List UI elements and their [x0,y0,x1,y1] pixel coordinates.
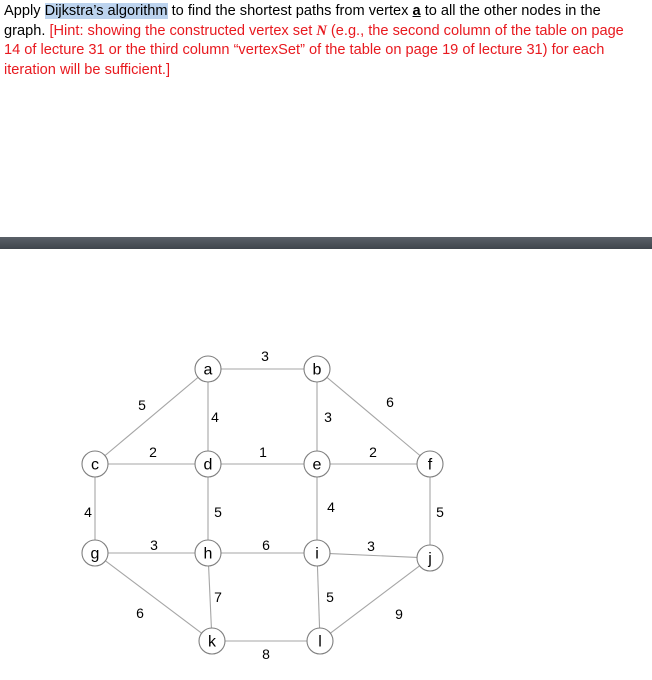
node-label-d: d [203,456,213,474]
edge-weight-g-h: 3 [150,537,158,553]
node-label-g: g [90,545,100,563]
vertex-set-symbol: N [316,22,327,39]
edge-weight-c-d: 2 [149,444,157,460]
edge-weight-f-j: 5 [436,504,444,520]
hint-part-1: [Hint: showing the constructed vertex set [49,22,317,39]
edge-weight-k-l: 8 [262,646,270,662]
edge-g-k [105,561,201,633]
node-c [82,451,108,477]
edge-weight-c-g: 4 [84,504,92,520]
edge-weight-g-k: 6 [136,605,144,621]
edge-h-k [209,566,212,628]
node-label-c: c [91,456,99,474]
edge-weight-d-e: 1 [259,444,267,460]
edge-weight-l-j: 9 [395,606,403,622]
node-j [417,545,443,571]
node-d [195,451,221,477]
source-vertex: a [412,3,421,19]
node-label-f: f [427,456,433,474]
node-label-a: a [203,361,213,379]
edge-weight-b-e: 3 [324,409,332,425]
node-label-e: e [312,456,322,474]
question-intro: Apply [4,3,45,19]
node-h [195,540,221,566]
node-g [82,540,108,566]
node-b [304,356,330,382]
edge-weight-e-i: 4 [327,499,335,515]
edge-weight-i-l: 5 [326,589,334,605]
edge-i-j [330,554,417,558]
question-body-2: to all the other nodes in the graph. [4,3,601,39]
node-label-j: j [428,550,432,568]
node-k [199,628,225,654]
node-a [195,356,221,382]
node-label-k: k [208,633,216,651]
node-l [307,628,333,654]
question-body-1: to find the shortest paths from vertex [167,3,413,19]
node-label-l: l [318,633,322,651]
edge-weight-a-b: 3 [261,348,269,364]
edge-weight-a-c: 5 [138,397,146,413]
edge-weight-a-d: 4 [211,409,219,425]
highlighted-term: Dijkstra’s algorithm [44,3,168,19]
edge-l-j [330,566,419,633]
node-label-b: b [312,361,322,379]
edge-weight-h-i: 6 [262,537,270,553]
node-e [304,451,330,477]
edge-weight-d-h: 5 [214,504,222,520]
node-label-h: h [203,545,213,563]
edge-weight-h-k: 7 [214,589,222,605]
hint-part-2: (e.g., the second column of the table on page 14 of lecture 31 or the third column “vertexSet” of the table on page 19 of lecture 31) for each iteration will be sufficient.] [4,22,624,78]
edge-weight-i-j: 3 [367,538,375,554]
node-i [304,540,330,566]
graph-edges [84,348,444,662]
edge-weight-b-f: 6 [386,394,394,410]
edge-weight-e-f: 2 [369,444,377,460]
node-f [417,451,443,477]
node-label-i: i [315,545,319,563]
edge-i-l [317,566,319,628]
